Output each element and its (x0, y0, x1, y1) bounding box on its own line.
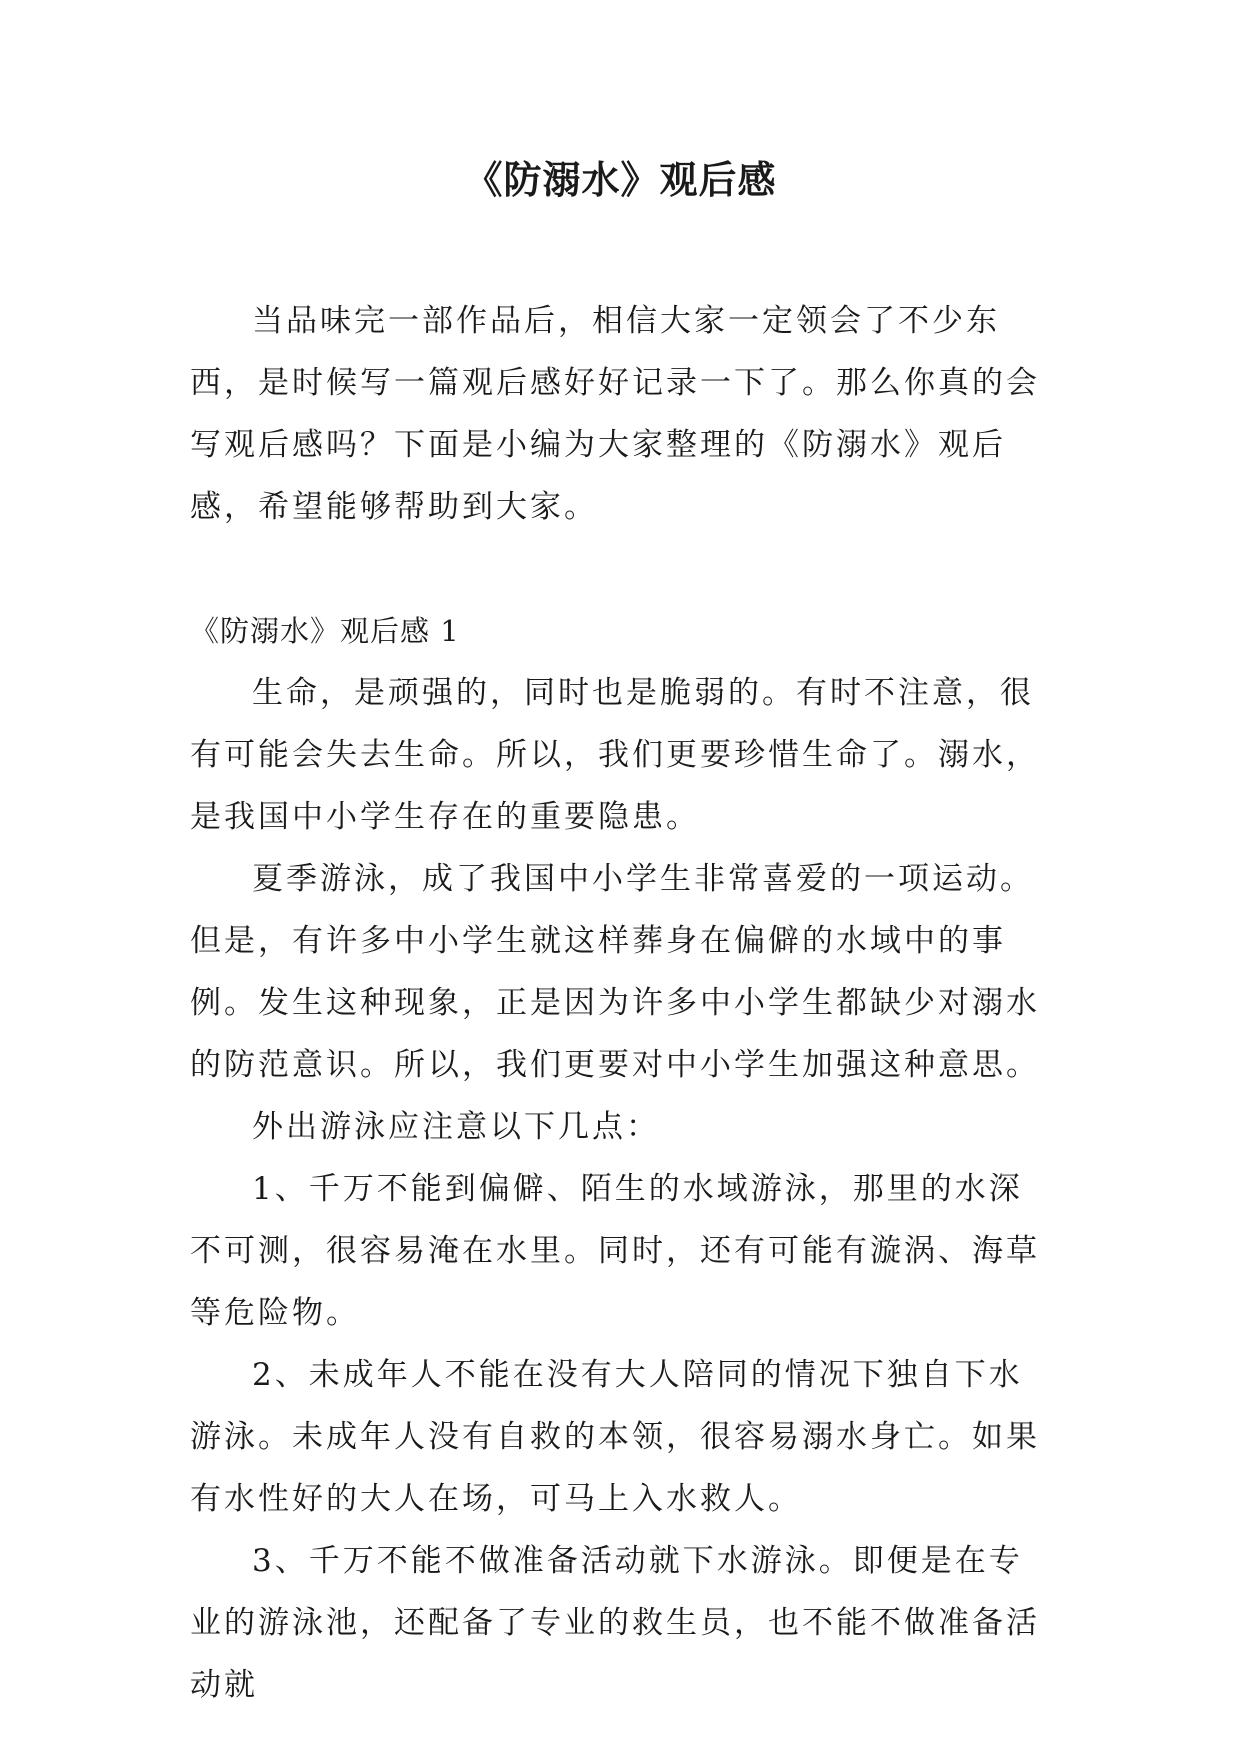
section-heading: 《防溺水》观后感 1 (190, 614, 460, 648)
intro-paragraph: 当品味完一部作品后，相信大家一定领会了不少东西，是时候写一篇观后感好好记录一下了。那么你真的会写观后感吗？下面是小编为大家整理的《防溺水》观后感，希望能够帮助到大家。 (190, 303, 1040, 525)
body-paragraph: 生命，是顽强的，同时也是脆弱的。有时不注意，很有可能会失去生命。所以，我们更要珍惜生命了。溺水，是我国中小学生存在的重要隐患。 (190, 675, 1040, 835)
document-title: 《防溺水》观后感 (464, 158, 777, 202)
list-item-paragraph: 3、千万不能不做准备活动就下水游泳。即便是在专业的游泳池，还配备了专业的救生员，也不能不做准备活动就 (190, 1543, 1040, 1703)
list-item-paragraph: 2、未成年人不能在没有大人陪同的情况下独自下水游泳。未成年人没有自救的本领，很容易溺水身亡。如果有水性好的大人在场，可马上入水救人。 (190, 1357, 1040, 1517)
body-paragraph: 外出游泳应注意以下几点： (252, 1109, 660, 1145)
document-body (190, 290, 1050, 1716)
body-paragraph: 夏季游泳，成了我国中小学生非常喜爱的一项运动。但是，有许多中小学生就这样葬身在偏僻的水域中的事例。发生这种现象，正是因为许多中小学生都缺少对溺水的防范意识。所以，我们更要对中小学生加强这种意思。 (190, 861, 1040, 1083)
list-item-paragraph: 1、千万不能到偏僻、陌生的水域游泳，那里的水深不可测，很容易淹在水里。同时，还有可能有漩涡、海草等危险物。 (190, 1171, 1040, 1331)
